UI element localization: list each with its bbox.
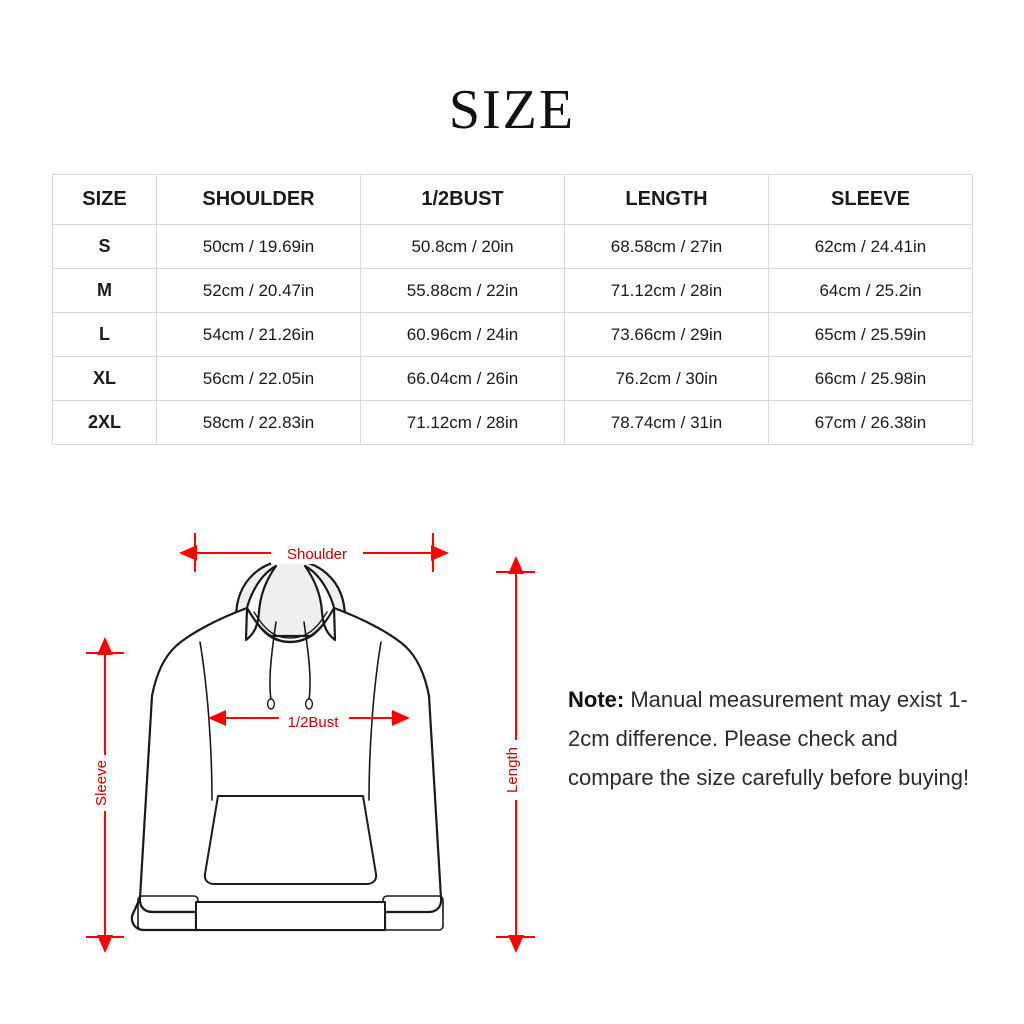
cell-sleeve: 65cm / 25.59in (769, 313, 973, 357)
column-header-half-bust: 1/2BUST (361, 175, 565, 225)
note-block (568, 680, 978, 797)
cell-shoulder: 54cm / 21.26in (157, 313, 361, 357)
column-header-size: SIZE (53, 175, 157, 225)
cell-half-bust: 71.12cm / 28in (361, 401, 565, 445)
half-bust-label: 1/2Bust (287, 714, 339, 731)
cell-shoulder: 58cm / 22.83in (157, 401, 361, 445)
cell-size: L (53, 313, 157, 357)
column-header-length: LENGTH (565, 175, 769, 225)
sleeve-label: Sleeve (93, 760, 110, 806)
cell-sleeve: 66cm / 25.98in (769, 357, 973, 401)
table-row (53, 357, 973, 401)
cell-length: 78.74cm / 31in (565, 401, 769, 445)
table-row (53, 225, 973, 269)
column-header-sleeve: SLEEVE (769, 175, 973, 225)
cell-half-bust: 66.04cm / 26in (361, 357, 565, 401)
table-row (53, 401, 973, 445)
cell-size: M (53, 269, 157, 313)
length-label: Length (504, 747, 521, 793)
cell-sleeve: 67cm / 26.38in (769, 401, 973, 445)
column-header-shoulder: SHOULDER (157, 175, 361, 225)
cell-length: 71.12cm / 28in (565, 269, 769, 313)
hoodie-measurement-diagram (40, 500, 580, 980)
cell-shoulder: 50cm / 19.69in (157, 225, 361, 269)
note-text: Manual measurement may exist 1-2cm difference. Please check and compare the size carefully before buying! (568, 687, 970, 790)
table-header-row (53, 175, 973, 225)
table-row (53, 313, 973, 357)
cell-half-bust: 60.96cm / 24in (361, 313, 565, 357)
hoodie-outline (132, 560, 443, 930)
cell-size: 2XL (53, 401, 157, 445)
cell-shoulder: 56cm / 22.05in (157, 357, 361, 401)
cell-shoulder: 52cm / 20.47in (157, 269, 361, 313)
size-chart-table (52, 174, 973, 445)
cell-half-bust: 55.88cm / 22in (361, 269, 565, 313)
cell-length: 68.58cm / 27in (565, 225, 769, 269)
cell-half-bust: 50.8cm / 20in (361, 225, 565, 269)
cell-length: 76.2cm / 30in (565, 357, 769, 401)
table-row (53, 269, 973, 313)
cell-size: XL (53, 357, 157, 401)
page-title: SIZE (448, 79, 576, 141)
cell-sleeve: 64cm / 25.2in (769, 269, 973, 313)
cell-size: S (53, 225, 157, 269)
cell-sleeve: 62cm / 24.41in (769, 225, 973, 269)
note-label: Note: (568, 687, 625, 712)
cell-length: 73.66cm / 29in (565, 313, 769, 357)
shoulder-label: Shoulder (286, 546, 348, 563)
